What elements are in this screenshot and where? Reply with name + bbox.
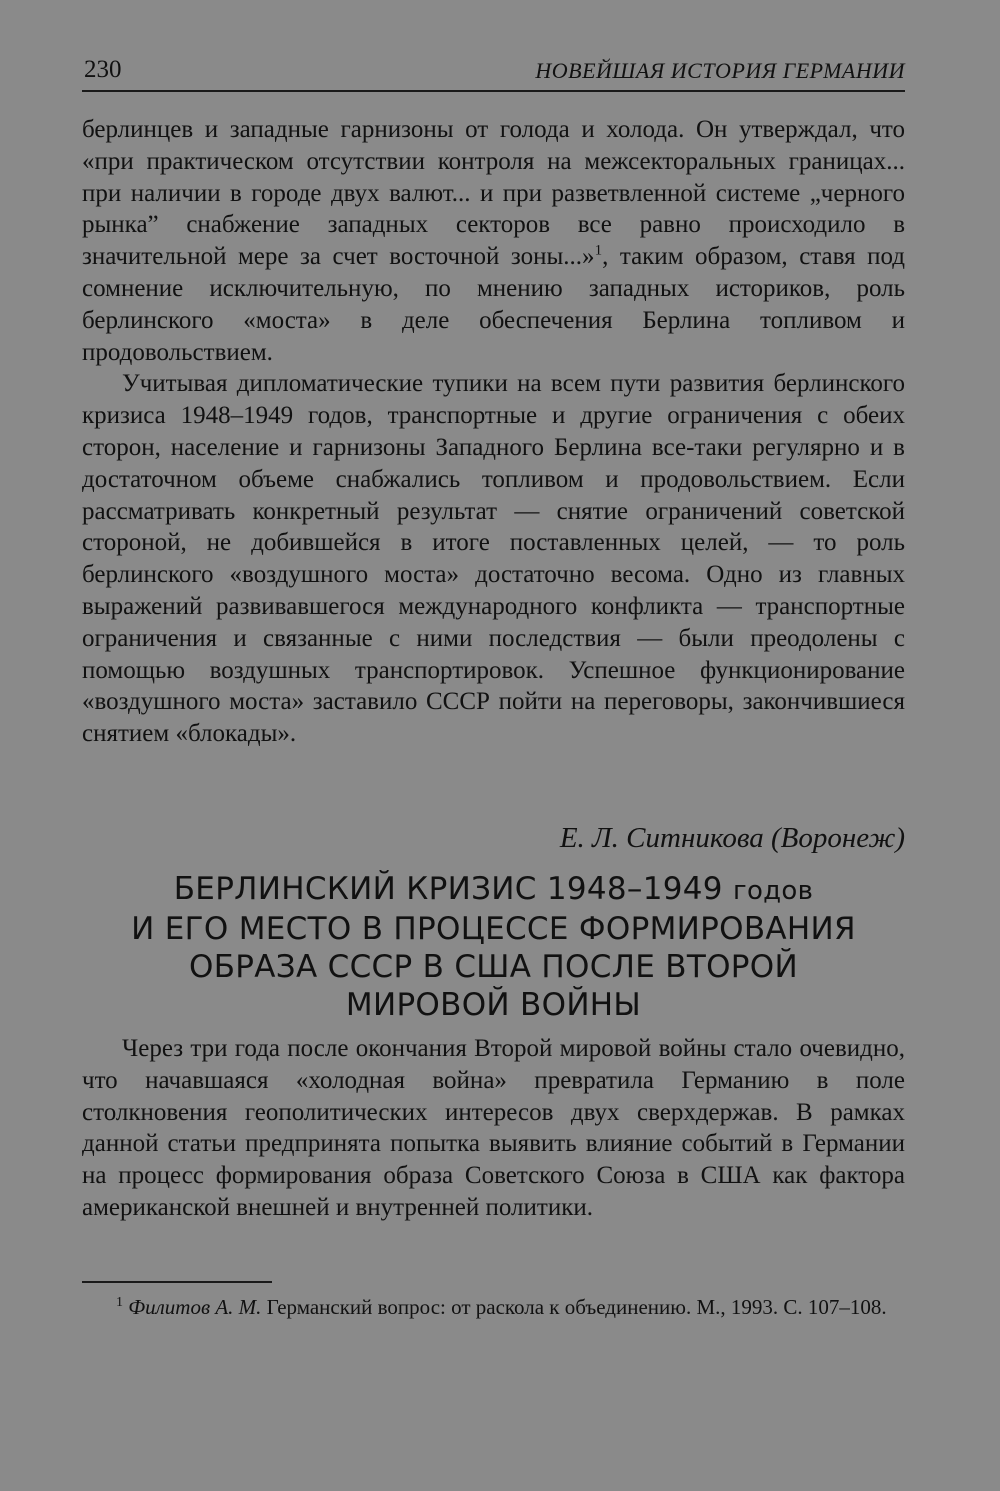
paragraph-text: , таким образом, ставя под сомнение исключительную, по мнению западных историков, роль берлинского «моста» в деле обеспечения Берлина топливом и продовольствием. bbox=[82, 243, 906, 366]
article-title bbox=[82, 870, 905, 1024]
article-text bbox=[82, 1033, 905, 1224]
footnote-divider bbox=[82, 1281, 272, 1283]
footnote-marker: 1 bbox=[116, 1295, 123, 1310]
article-author: Е. Л. Ситникова (Воронеж) bbox=[559, 822, 905, 854]
title-line: ОБРАЗА СССР В США ПОСЛЕ ВТОРОЙ bbox=[189, 949, 798, 985]
previous-article-text bbox=[82, 114, 905, 750]
footnote bbox=[82, 1292, 905, 1323]
footnote-reference: 1 bbox=[594, 242, 603, 259]
title-line: МИРОВОЙ ВОЙНЫ bbox=[345, 987, 642, 1023]
footnote-text: Германский вопрос: от раскола к объединению. М., 1993. С. 107–108. bbox=[266, 1295, 887, 1319]
paragraph-text: берлинцев и западные гарнизоны от голода и холода. Он утверждал, что «при практическом отсутствии контроля на межсекторальных границах... при наличии в городе двух валют... и при разветвленной системе „черного рынка” снабжение западных секторов все равно происходило в значительной мере за счет восточной зоны...» bbox=[82, 116, 905, 271]
paragraph bbox=[82, 114, 905, 368]
footnote-author: Филитов А. М. bbox=[128, 1295, 262, 1319]
running-head bbox=[82, 54, 905, 92]
page-number: 230 bbox=[84, 56, 122, 83]
title-line bbox=[82, 870, 905, 910]
title-text: БЕРЛИНСКИЙ КРИЗИС 1948–1949 bbox=[173, 871, 723, 907]
title-text: годов bbox=[732, 876, 814, 906]
paragraph: Учитывая дипломатические тупики на всем пути развития берлинского кризиса 1948–1949 годов, транспортные и другие ограничения с обеих сторон, население и гарнизоны Западного Берлина все-таки регулярно и в достаточном объеме снабжались топливом и продовольствием. Если рассматривать конкретный результат — снятие ограничений советской стороной, не добившейся в итоге поставленных целей, — то роль берлинского «воздушного моста» достаточно весома. Одно из главных выражений развивавшегося международного конфликта — транспортные ограничения и связанные с ними последствия — были преодолены с помощью воздушных транспортировок. Успешное функционирование «воздушного моста» заставило СССР пойти на переговоры, закончившиеся снятием «блокады». bbox=[82, 370, 905, 748]
title-line: И ЕГО МЕСТО В ПРОЦЕССЕ ФОРМИРОВАНИЯ bbox=[131, 911, 856, 947]
paragraph: Через три года после окончания Второй мировой войны стало очевидно, что начавшаяся «холодная война» превратила Германию в поле столкновения геополитических интересов двух сверхдержав. В рамках данной статьи предпринята попытка выявить влияние событий в Германии на процесс формирования образа Советского Союза в США как фактора американской внешней и внутренней политики. bbox=[82, 1035, 905, 1221]
running-title: НОВЕЙШАЯ ИСТОРИЯ ГЕРМАНИИ bbox=[535, 58, 905, 83]
